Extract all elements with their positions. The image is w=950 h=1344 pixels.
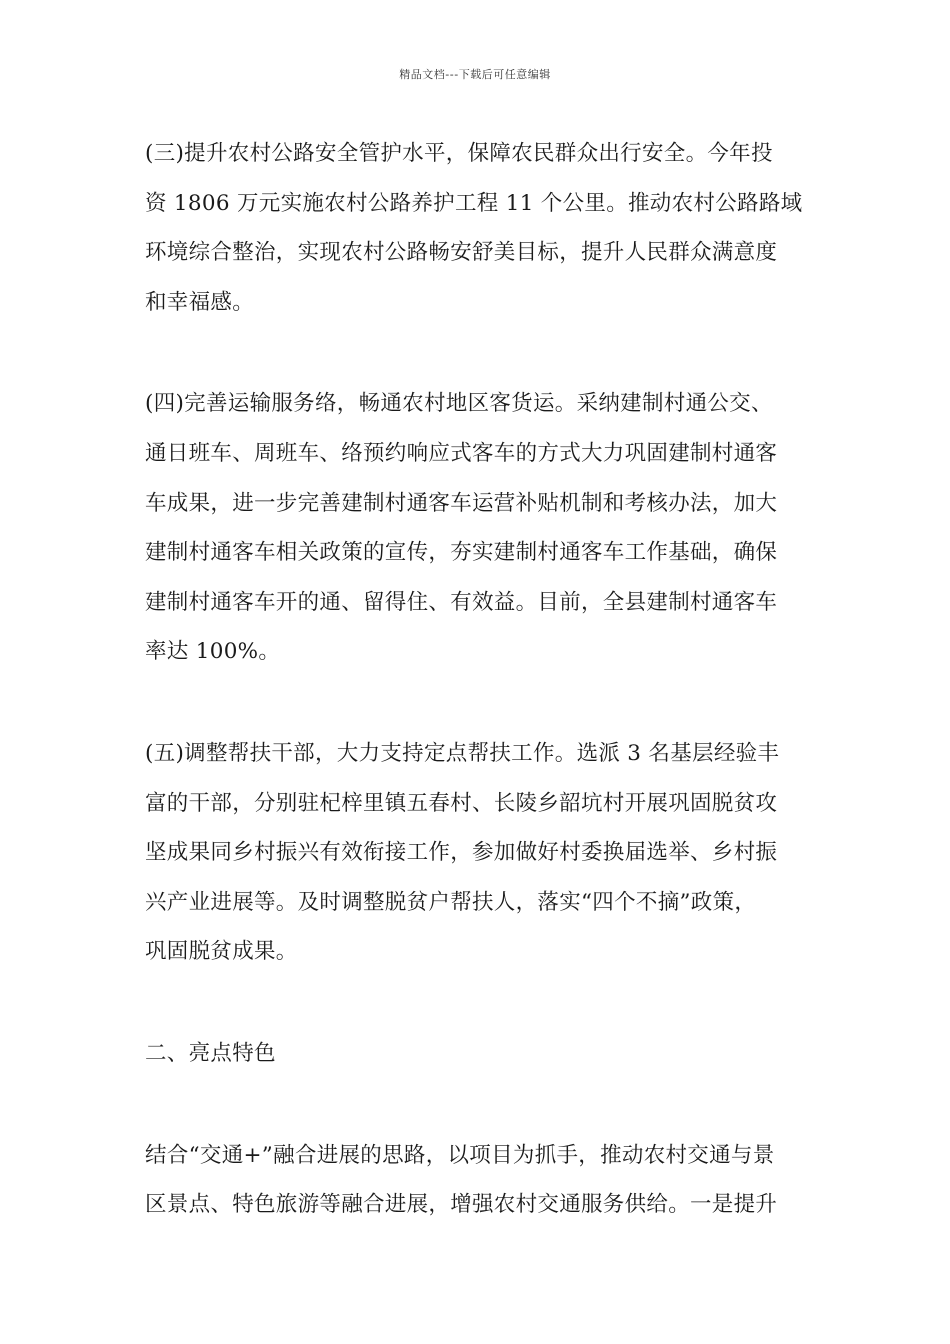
text-line: 建制村通客车相关政策的宣传，夯实建制村通客车工作基础，确保 <box>145 540 778 566</box>
page-header: 精品文档---下载后可任意编辑 <box>399 68 551 81</box>
text-line: 兴产业进展等。及时调整脱贫户帮扶人，落实“四个不摘”政策， <box>145 889 757 915</box>
text-line: 巩固脱贫成果。 <box>145 939 298 965</box>
paragraph-transport-integration <box>145 1131 810 1230</box>
section-heading: 二、亮点特色 <box>145 1040 276 1066</box>
paragraph-assistance-cadres <box>145 729 810 977</box>
paragraph-spacer <box>145 1079 810 1131</box>
text-line: (五)调整帮扶干部，大力支持定点帮扶工作。选派 3 名基层经验丰 <box>145 740 780 766</box>
text-line: 率达 100%。 <box>145 639 281 665</box>
paragraph-spacer <box>145 677 810 729</box>
text-line: 富的干部，分别驻杞梓里镇五春村、长陵乡韶坑村开展巩固脱贫攻 <box>145 790 778 816</box>
text-line: 和幸福感。 <box>145 289 255 315</box>
document-body <box>145 129 810 1230</box>
paragraph-rural-road-safety <box>145 129 810 327</box>
text-line: (三)提升农村公路安全管护水平，保障农民群众出行安全。今年投 <box>145 141 773 166</box>
text-line: 通日班车、周班车、络预约响应式客车的方式大力巩固建制村通客 <box>145 440 778 466</box>
paragraph-spacer <box>145 977 810 1029</box>
paragraph-spacer <box>145 327 810 379</box>
paragraph-transport-service <box>145 379 810 677</box>
text-line: 车成果，进一步完善建制村通客车运营补贴机制和考核办法，加大 <box>145 490 778 516</box>
text-line: (四)完善运输服务络，畅通农村地区客货运。采纳建制村通公交、 <box>145 391 773 417</box>
text-line: 坚成果同乡村振兴有效衔接工作，参加做好村委换届选举、乡村振 <box>145 840 778 866</box>
section-heading-highlights <box>145 1029 810 1079</box>
text-line: 资 1806 万元实施农村公路养护工程 11 个公里。推动农村公路路域 <box>145 190 803 216</box>
text-line: 结合“交通+”融合进展的思路，以项目为抓手，推动农村交通与景 <box>145 1142 775 1168</box>
text-line: 区景点、特色旅游等融合进展，增强农村交通服务供给。一是提升 <box>145 1192 778 1218</box>
text-line: 建制村通客车开的通、留得住、有效益。目前，全县建制村通客车 <box>145 589 778 615</box>
text-line: 环境综合整治，实现农村公路畅安舒美目标，提升人民群众满意度 <box>145 240 778 266</box>
